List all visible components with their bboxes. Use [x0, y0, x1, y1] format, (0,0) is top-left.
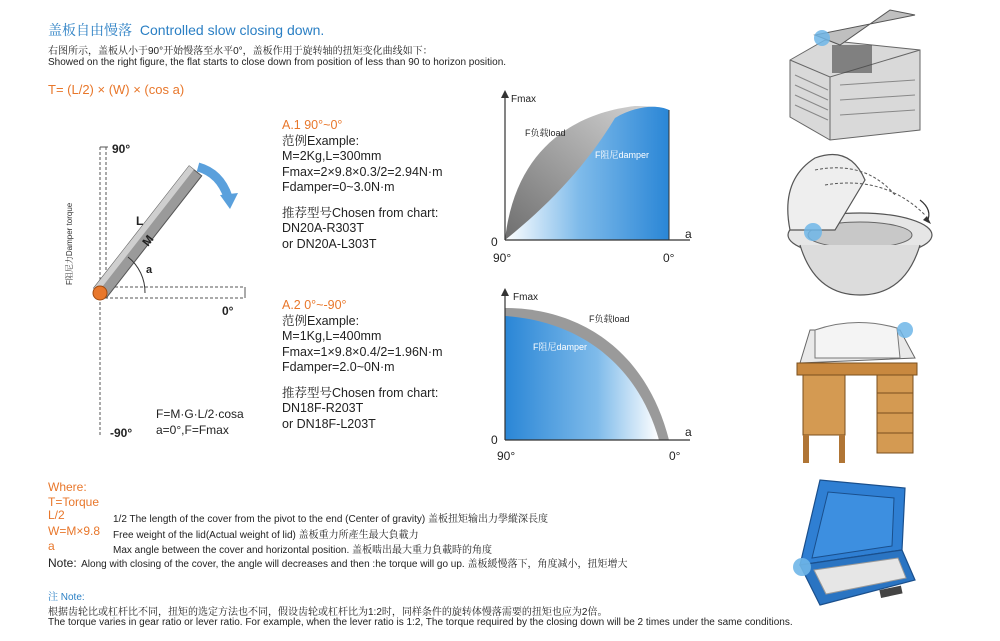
title-en: Controlled slow closing down. — [139, 22, 325, 38]
where-W: W=M×9.8 — [48, 524, 101, 538]
example-a1-model: DN20A-R303T — [282, 221, 364, 235]
footer-note-cn: 根据齿轮比或杠杆比不同，扭矩的选定方法也不同，假设齿轮或杠杆比为1:2时，同样条件的旋转体慢落需要的扭矩也应为2倍。 — [48, 607, 608, 618]
example-a1-model: or DN20A-L303T — [282, 236, 377, 251]
desc-en: Showed on the right figure, the flat starts to close down from position of less than 90 to horizon position. — [48, 57, 507, 68]
label-a: a — [146, 264, 153, 276]
where-W-desc: Free weight of the lid(Actual weight of lid) 盖板重力所產生最大負載力 — [113, 530, 419, 541]
where-section — [48, 480, 99, 510]
pivot-icon — [93, 286, 107, 300]
hinge-marker-icon — [814, 30, 830, 46]
example-a1-line: M=2Kg,L=300mm — [282, 149, 382, 163]
section-title — [48, 20, 324, 40]
example-a2-line: Fdamper=2.0~0N·m — [282, 360, 395, 374]
example-a1-line: Fdamper=0~3.0N·m — [282, 180, 395, 194]
toilet-illustration — [775, 150, 945, 300]
chart1-zero: 0 — [491, 235, 498, 249]
example-a2-model: DN18F-R203T — [282, 401, 364, 415]
chart1-damper: F阻尼damper — [595, 150, 650, 160]
hinge-marker-icon — [793, 558, 811, 576]
hinge-marker-icon — [897, 322, 913, 338]
chart1-x0: 0° — [663, 251, 675, 265]
example-a1 — [282, 118, 443, 252]
where-note-label: Note: — [48, 556, 77, 570]
example-a1-line: 范例Example: — [282, 133, 360, 148]
lever-eq2: a=0°,F=Fmax — [156, 423, 229, 437]
where-a-desc: Max angle between the cover and horizontal position. 盖板啮出最大重力負載時的角度 — [113, 545, 493, 556]
suitcase-illustration — [790, 470, 920, 610]
torque-formula: T= (L/2) × (W) × (cos a) — [48, 82, 185, 97]
label-M: M — [139, 232, 157, 249]
example-a2-model: or DN18F-L203T — [282, 416, 376, 431]
label-L: L — [136, 214, 144, 228]
where-T: T=Torque — [48, 495, 100, 509]
example-a2 — [282, 298, 443, 432]
example-a2-chosen: 推荐型号Chosen from chart: — [282, 385, 439, 400]
chart2-axis-a: a — [685, 425, 692, 439]
where-note-text: Along with closing of the cover, the angle will decreases and then :he torque will go up. 盖板緩慢落下，角度减小，扭矩增大 — [81, 559, 628, 570]
footer-note-en: The torque varies in gear ratio or lever ratio. For example, when the lever ratio is 1:2, The torque required by the closing down will be 2 times under the same conditions. — [48, 617, 793, 628]
chart2-damper: F阻尼damper — [533, 342, 588, 352]
example-a2-heading: A.2 0°~-90° — [282, 298, 347, 312]
where-L: L/2 — [48, 508, 65, 522]
label-90: 90° — [112, 142, 131, 156]
example-a2-line: Fmax=1×9.8×0.4/2=1.96N·m — [282, 344, 443, 359]
example-a1-line: Fmax=2×9.8×0.3/2=2.94N·m — [282, 164, 443, 179]
chart2-load: F负载load — [589, 314, 630, 324]
desc-cn: 右图所示，盖板从小于90°开始慢落至水平0°，盖板作用于旋转轴的扭矩变化曲线如下： — [48, 46, 433, 57]
label-damper-torque: F阻尼力Damper torque — [65, 202, 74, 285]
example-a2-line: 范例Example: — [282, 313, 360, 328]
chart1-axis-a: a — [685, 227, 692, 241]
where-a: a — [48, 539, 55, 553]
chart2-fmax: Fmax — [513, 292, 538, 303]
copier-illustration — [770, 5, 950, 143]
footer-note-title: 注 Note: — [48, 592, 85, 603]
label-neg90: -90° — [110, 426, 133, 440]
label-0: 0° — [222, 304, 234, 318]
hinge-marker-icon — [804, 223, 822, 241]
lever-diagram — [60, 135, 260, 445]
example-a2-line: M=1Kg,L=400mm — [282, 329, 382, 343]
where-title: Where: — [48, 480, 87, 494]
torque-chart-1 — [485, 88, 700, 268]
torque-chart-2 — [485, 286, 700, 466]
chart2-x90: 90° — [497, 449, 516, 463]
where-L-desc: 1/2 The length of the cover from the pivot to the end (Center of gravity) 盖板扭矩输出力學縱深長度 — [113, 514, 548, 525]
lever-bar — [94, 166, 202, 298]
rotation-arrow-icon — [198, 167, 228, 197]
chart1-load: F负载load — [525, 128, 566, 138]
title-cn: 盖板自由慢落 — [48, 22, 132, 38]
chart2-x0: 0° — [669, 449, 681, 463]
example-a1-chosen: 推荐型号Chosen from chart: — [282, 205, 439, 220]
desk-illustration — [785, 318, 925, 468]
chart1-x90: 90° — [493, 251, 512, 265]
example-a1-heading: A.1 90°~0° — [282, 118, 343, 132]
chart2-zero: 0 — [491, 433, 498, 447]
lever-eq1: F=M·G·L/2·cosa — [156, 407, 244, 421]
chart1-fmax: Fmax — [511, 94, 536, 105]
where-note — [48, 554, 628, 572]
